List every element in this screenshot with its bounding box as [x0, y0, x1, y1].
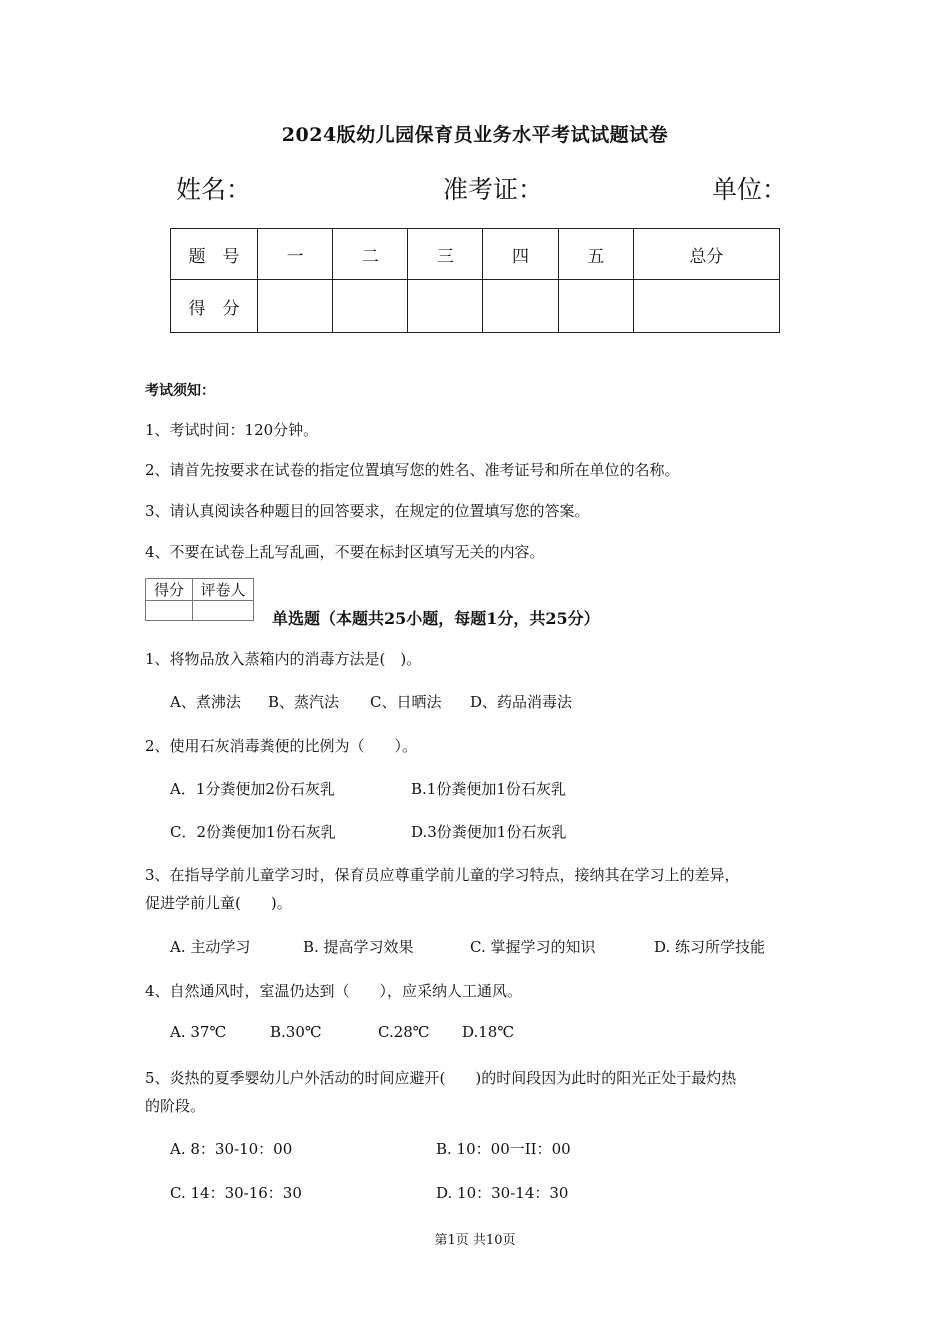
question-option[interactable]: C.28℃: [378, 1023, 430, 1041]
question-stem-continued: 的阶段。: [145, 1097, 206, 1115]
score-header-cell: 四: [483, 229, 558, 280]
question-option[interactable]: D.3份粪便加1份石灰乳: [411, 823, 567, 841]
question-option[interactable]: D. 练习所学技能: [654, 938, 766, 956]
name-field-label: 姓名：: [176, 175, 252, 204]
score-cell[interactable]: [258, 280, 333, 333]
question-option[interactable]: A. 37℃: [170, 1023, 227, 1041]
score-cell[interactable]: [333, 280, 408, 333]
grader-box: [145, 578, 254, 621]
unit-field-label: 单位：: [712, 175, 788, 204]
exam-id-field-label: 准考证：: [443, 175, 544, 204]
score-table: [170, 228, 780, 333]
score-header-cell: 二: [333, 229, 408, 280]
notice-heading: 考试须知：: [145, 383, 215, 399]
notice-item: 1、考试时间：120分钟。: [145, 421, 319, 439]
question-option[interactable]: A. 8：30-10：00: [170, 1140, 293, 1158]
grader-reviewer-cell[interactable]: [193, 601, 254, 621]
score-table-score-row: [171, 280, 780, 333]
question-option[interactable]: C．2份粪便加1份石灰乳: [170, 823, 336, 841]
score-header-cell: 五: [558, 229, 633, 280]
notice-item: 3、请认真阅读各种题目的回答要求，在规定的位置填写您的答案。: [145, 502, 590, 520]
exam-title: 2024版幼儿园保育员业务水平考试试题试卷: [281, 124, 669, 146]
question-stem: 2、使用石灰消毒粪便的比例为（ ）。: [145, 737, 418, 755]
question-option[interactable]: D.18℃: [462, 1023, 515, 1041]
question-stem: 1、将物品放入蒸箱内的消毒方法是( )。: [145, 650, 422, 668]
question-option[interactable]: C、日晒法: [370, 693, 442, 711]
score-header-cell: 总分: [633, 229, 779, 280]
question-option[interactable]: B.30℃: [270, 1023, 322, 1041]
page-footer: 第1页 共10页: [434, 1233, 516, 1248]
score-header-cell: 三: [408, 229, 483, 280]
question-option[interactable]: D. 10：30-14：30: [436, 1184, 569, 1202]
question-option[interactable]: A、煮沸法: [170, 693, 241, 711]
question-option[interactable]: D、药品消毒法: [470, 693, 573, 711]
notice-item: 4、不要在试卷上乱写乱画，不要在标封区填写无关的内容。: [145, 543, 545, 561]
question-option[interactable]: A. 主动学习: [170, 938, 251, 956]
question-option[interactable]: B.1份粪便加1份石灰乳: [411, 780, 566, 798]
score-table-header-row: [171, 229, 780, 280]
question-stem: 4、自然通风时，室温仍达到（ ），应采纳人工通风。: [145, 982, 523, 1000]
score-cell[interactable]: [408, 280, 483, 333]
score-header-cell: 题 号: [171, 229, 258, 280]
score-header-cell: 一: [258, 229, 333, 280]
question-option[interactable]: B、蒸汽法: [268, 693, 340, 711]
score-cell[interactable]: [558, 280, 633, 333]
question-option[interactable]: C. 14：30-16：30: [170, 1184, 302, 1202]
question-option[interactable]: B. 10：00一II：00: [436, 1140, 571, 1158]
section-title: 单选题（本题共25小题，每题1分，共25分）: [272, 609, 600, 628]
score-row-label: 得 分: [171, 280, 258, 333]
grader-reviewer-label: 评卷人: [193, 579, 254, 601]
question-option[interactable]: B. 提高学习效果: [303, 938, 414, 956]
question-stem: 3、在指导学前儿童学习时，保育员应尊重学前儿童的学习特点，接纳其在学习上的差异，: [145, 866, 740, 884]
score-cell[interactable]: [633, 280, 779, 333]
grader-score-cell[interactable]: [146, 601, 193, 621]
question-stem: 5、炎热的夏季婴幼儿户外活动的时间应避开( )的时间段因为此时的阳光正处于最灼热: [145, 1069, 737, 1087]
score-cell[interactable]: [483, 280, 558, 333]
notice-item: 2、请首先按要求在试卷的指定位置填写您的姓名、准考证号和所在单位的名称。: [145, 461, 680, 479]
question-option[interactable]: C. 掌握学习的知识: [470, 938, 596, 956]
grader-score-label: 得分: [146, 579, 193, 601]
question-option[interactable]: A．1分粪便加2份石灰乳: [170, 780, 335, 798]
question-stem-continued: 促进学前儿童( )。: [145, 894, 292, 912]
